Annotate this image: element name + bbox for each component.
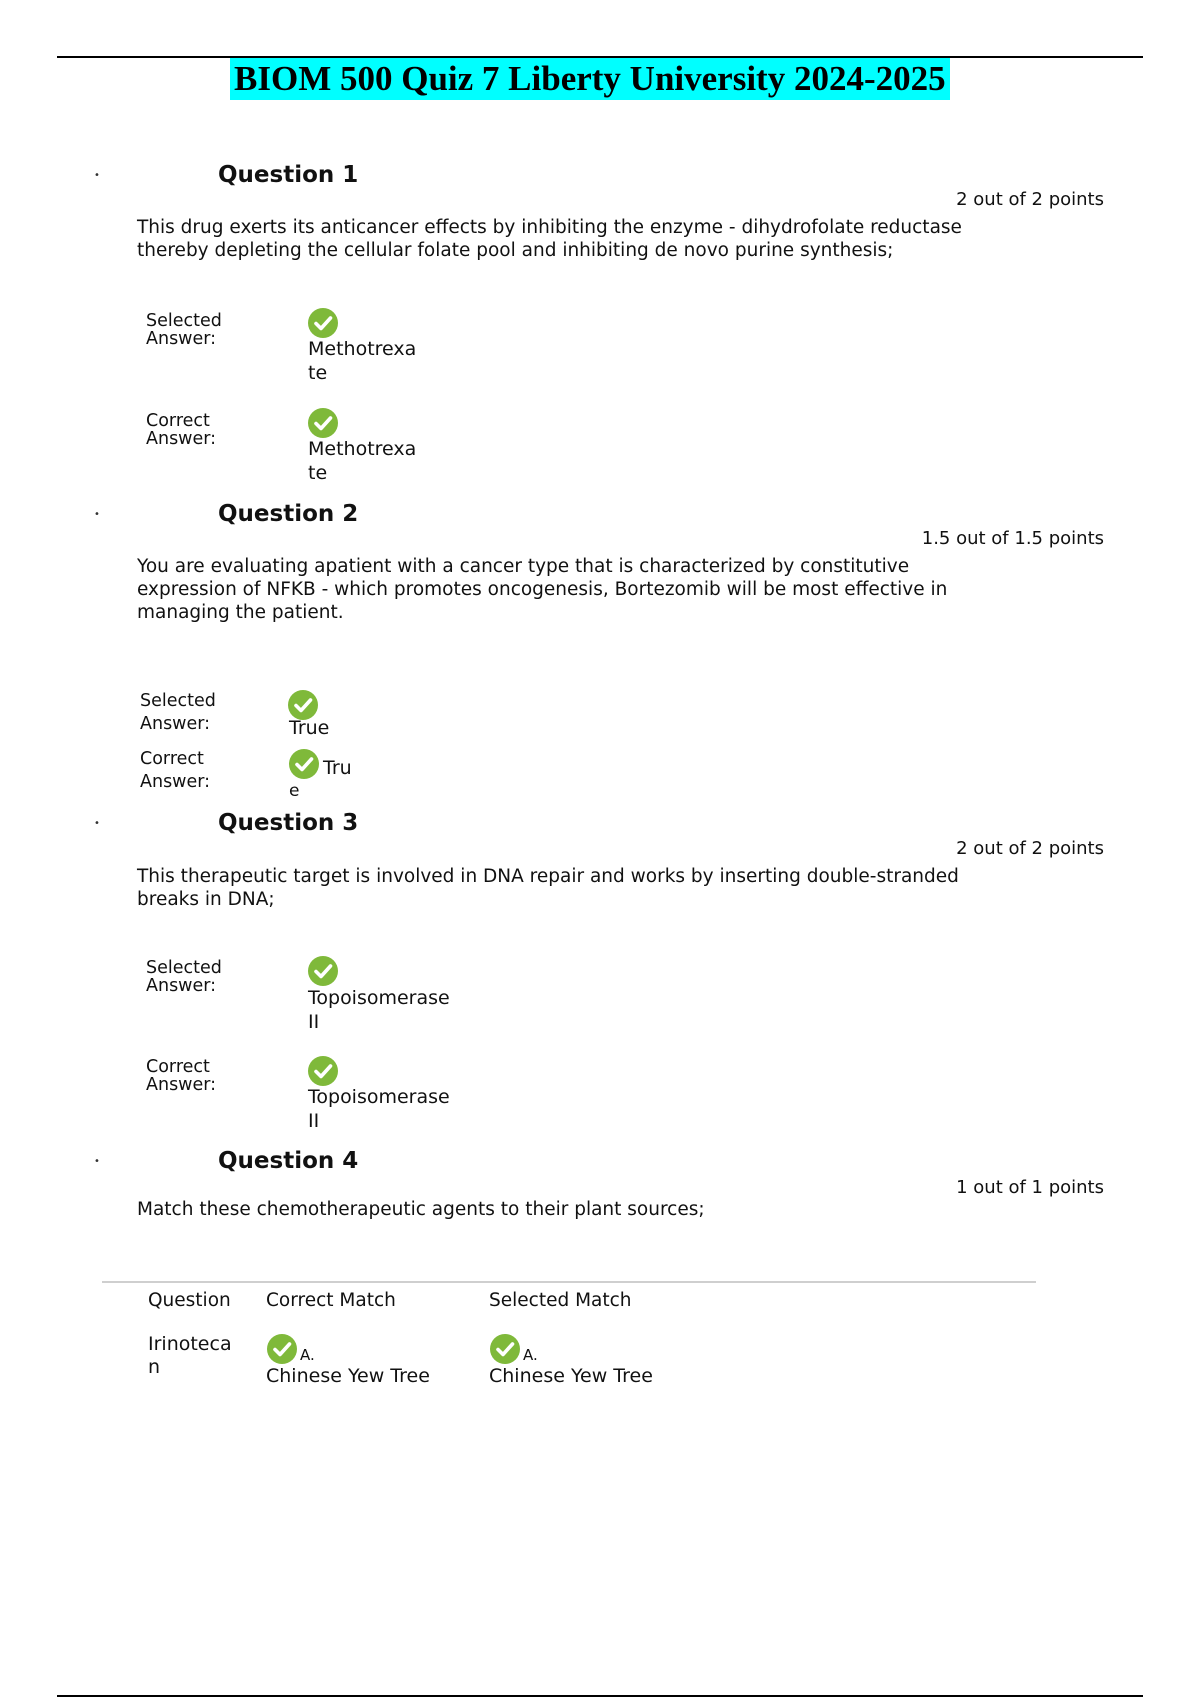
match-header-question: Question — [148, 1290, 231, 1311]
match-selected-letter: A. — [523, 1346, 538, 1364]
label-line: Selected — [146, 958, 222, 978]
document-title: BIOM 500 Quiz 7 Liberty University 2024-2025 — [230, 58, 950, 100]
match-header-selected: Selected Match — [489, 1290, 632, 1311]
label-line: Answer: — [146, 1075, 217, 1095]
question-text-line: This drug exerts its anticancer effects by inhibiting the enzyme - dihydrofolate reductase — [137, 217, 962, 238]
question-1-text — [137, 216, 1057, 262]
question-text-line: You are evaluating apatient with a cancer type that is characterized by constitutive — [137, 556, 910, 577]
question-3-text — [137, 865, 1057, 911]
question-3-points: 2 out of 2 points — [956, 838, 1104, 859]
check-circle-icon — [308, 1056, 338, 1086]
question-2-text — [137, 555, 1057, 624]
correct-answer-label — [146, 412, 216, 448]
bullet: • — [94, 818, 100, 829]
label-line: Answer: — [146, 429, 217, 449]
check-circle-icon — [308, 956, 338, 986]
correct-answer-value-part2: e — [289, 781, 300, 801]
label-line: Correct — [140, 749, 204, 769]
match-header-correct: Correct Match — [266, 1290, 396, 1311]
bottom-rule — [57, 1695, 1143, 1697]
answer-line: Methotrexa — [308, 338, 417, 360]
match-correct-letter: A. — [300, 1346, 315, 1364]
match-correct-text: Chinese Yew Tree — [266, 1365, 430, 1387]
question-text-line: Match these chemotherapeutic agents to their plant sources; — [137, 1199, 705, 1220]
question-text-line: This therapeutic target is involved in DNA repair and works by inserting double-stranded — [137, 866, 959, 887]
answer-line: te — [308, 462, 328, 484]
selected-answer-value — [308, 986, 450, 1034]
label-line: Answer: — [146, 976, 217, 996]
bullet: • — [94, 509, 100, 520]
answer-line: te — [308, 362, 328, 384]
question-3-heading: Question 3 — [218, 810, 359, 836]
label-line: Answer: — [146, 329, 217, 349]
selected-answer-value: True — [289, 717, 330, 739]
label-line: Correct — [146, 411, 210, 431]
question-text-line: expression of NFKB - which promotes oncogenesis, Bortezomib will be most effective in — [137, 579, 948, 600]
selected-answer-label — [140, 690, 216, 736]
match-table-divider — [102, 1281, 1036, 1283]
question-2-points: 1.5 out of 1.5 points — [921, 528, 1104, 549]
question-text-line: managing the patient. — [137, 602, 344, 623]
label-line: Selected — [140, 691, 216, 711]
question-text-line: breaks in DNA; — [137, 889, 275, 910]
label-line: Answer: — [140, 714, 211, 734]
label-line: Selected — [146, 311, 222, 331]
bullet: • — [94, 170, 100, 181]
question-1-points: 2 out of 2 points — [956, 189, 1104, 210]
check-circle-icon — [308, 408, 338, 438]
correct-answer-label — [146, 1058, 216, 1094]
correct-answer-value — [308, 1085, 450, 1133]
answer-line: Topoisomerase — [308, 1086, 450, 1108]
answer-line: Topoisomerase — [308, 987, 450, 1009]
correct-answer-value — [308, 437, 416, 485]
label-line: Answer: — [140, 772, 211, 792]
answer-line: II — [308, 1011, 320, 1033]
answer-line: II — [308, 1110, 320, 1132]
question-1-heading: Question 1 — [218, 162, 359, 188]
selected-answer-label — [146, 312, 222, 348]
cell-line: n — [148, 1356, 161, 1378]
check-circle-icon — [308, 308, 338, 338]
correct-answer-value-part1: Tru — [323, 757, 352, 779]
match-selected-text: Chinese Yew Tree — [489, 1365, 653, 1387]
question-2-heading: Question 2 — [218, 501, 359, 527]
match-row-question — [148, 1333, 232, 1379]
selected-answer-label — [146, 959, 222, 995]
selected-answer-value — [308, 337, 416, 385]
cell-line: Irinoteca — [148, 1333, 232, 1355]
check-circle-icon — [490, 1334, 520, 1364]
check-circle-icon — [289, 749, 319, 779]
correct-answer-label — [140, 748, 210, 794]
check-circle-icon — [267, 1334, 297, 1364]
answer-line: Methotrexa — [308, 438, 417, 460]
question-4-text — [137, 1198, 1057, 1221]
question-4-heading: Question 4 — [218, 1148, 359, 1174]
question-text-line: thereby depleting the cellular folate pool and inhibiting de novo purine synthesis; — [137, 240, 894, 261]
label-line: Correct — [146, 1057, 210, 1077]
bullet: • — [94, 1156, 100, 1167]
question-4-points: 1 out of 1 points — [956, 1177, 1104, 1198]
